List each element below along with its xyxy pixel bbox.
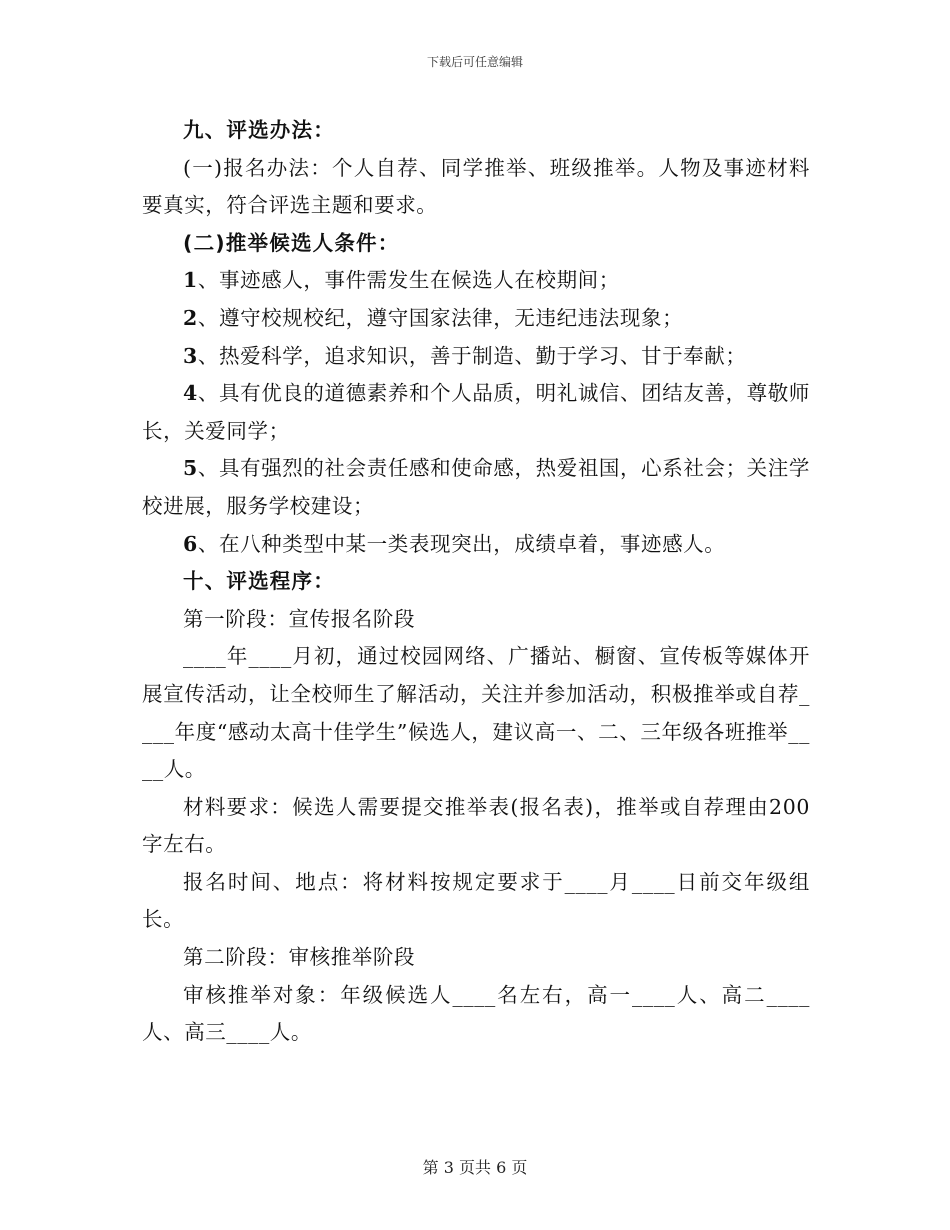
stage-two-title: 第二阶段：审核推举阶段 [183, 945, 416, 970]
stage-two-text: 审核推举对象：年级候选人____名左右，高一____人、高二____人、高三____人。 [142, 982, 810, 1045]
condition-item [142, 300, 810, 338]
condition-number: 6 [183, 531, 198, 556]
condition-text: 、遵守校规校纪，遵守国家法律，无违纪违法现象； [197, 305, 684, 330]
condition-item [142, 262, 810, 300]
condition-number: 3 [183, 343, 198, 368]
stage-one-text: ____年____月初，通过校园网络、广播站、橱窗、宣传板等媒体开展宣传活动，让全校师生了解活动，关注并参加活动，积极推举或自荐____年度“感动太高十佳学生”候选人，建议高一、二、三年级各班推举____人。 [142, 644, 810, 782]
condition-item [142, 338, 810, 376]
stage-one-title: 第一阶段：宣传报名阶段 [183, 606, 416, 631]
condition-number: 2 [183, 305, 198, 330]
condition-text: 、热爱科学，追求知识，善于制造、勤于学习、甘于奉献； [197, 343, 747, 368]
condition-item [142, 450, 810, 525]
candidate-conditions-heading: (二)推举候选人条件： [183, 230, 400, 255]
section-ten-heading: 十、评选程序： [183, 569, 335, 594]
condition-number: 1 [183, 268, 198, 293]
document-body [142, 112, 810, 1052]
materials-requirement: 材料要求：候选人需要提交推举表(报名表)，推举或自荐理由200字左右。 [142, 794, 810, 857]
condition-text: 、事迹感人，事件需发生在候选人在校期间； [197, 268, 620, 293]
condition-text: 、具有优良的道德素养和个人品质，明礼诚信、团结友善，尊敬师长，关爱同学； [142, 381, 810, 443]
page-header: 下载后可任意编辑 [426, 55, 523, 69]
condition-item [142, 526, 810, 564]
page-number: 第 3 页共 6 页 [422, 1158, 528, 1177]
condition-text: 、在八种类型中某一类表现突出，成绩卓着，事迹感人。 [197, 531, 726, 556]
section-nine-heading: 九、评选办法： [183, 118, 335, 142]
condition-number: 4 [183, 381, 198, 406]
registration-time-place: 报名时间、地点：将材料按规定要求于____月____日前交年级组长。 [142, 869, 810, 932]
condition-number: 5 [183, 456, 198, 481]
registration-method: (一)报名办法：个人自荐、同学推举、班级推举。人物及事迹材料要真实，符合评选主题和要求。 [142, 155, 810, 218]
condition-item [142, 375, 810, 450]
condition-text: 、具有强烈的社会责任感和使命感，热爱祖国，心系社会；关注学校进展，服务学校建设； [142, 456, 810, 518]
